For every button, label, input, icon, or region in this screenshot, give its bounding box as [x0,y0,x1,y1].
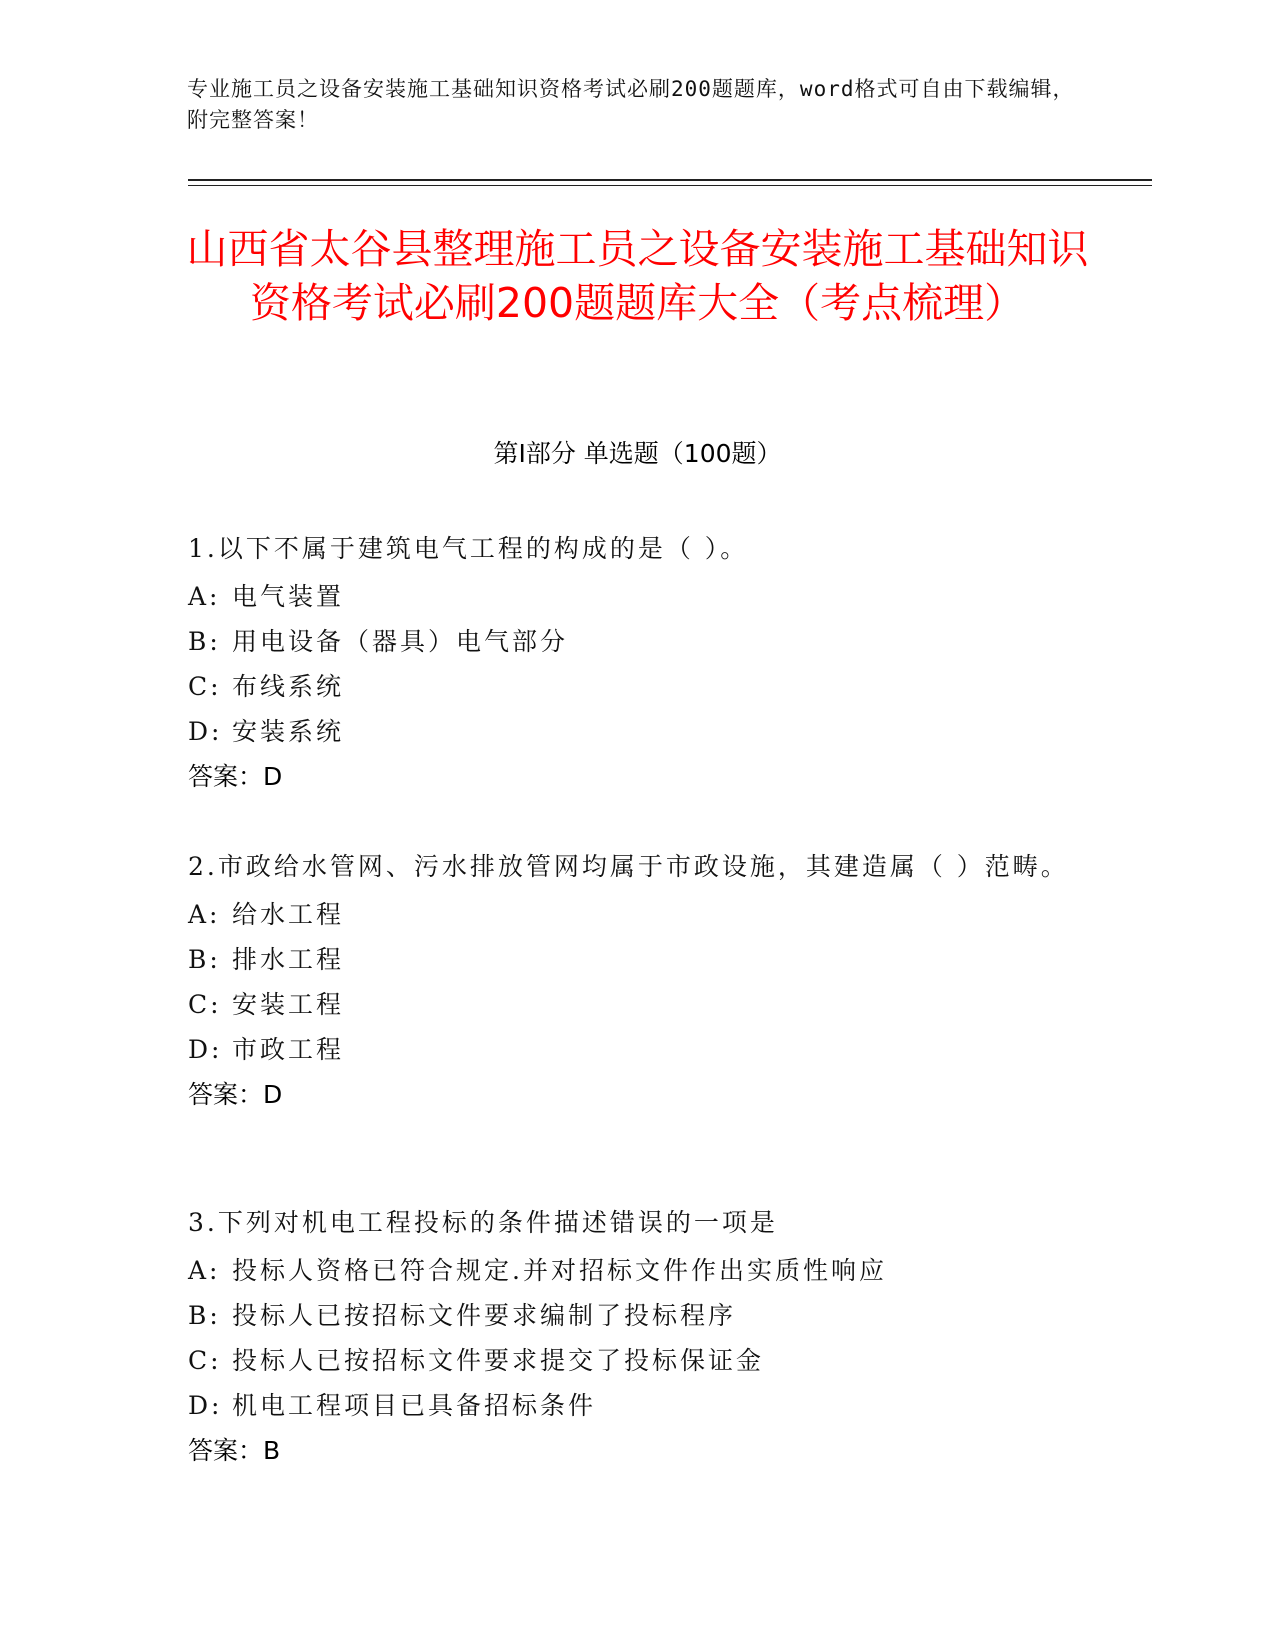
option-d [188,1383,1088,1428]
answer: 答案：D [188,762,283,791]
option-letter: D: [188,1391,223,1420]
question-stem: 3.下列对机电工程投标的条件描述错误的一项是 [188,1208,778,1237]
question-stem: 1.以下不属于建筑电气工程的构成的是（ ）。 [188,534,749,563]
option-letter: B: [188,627,221,656]
option-text: 市政工程 [232,1035,345,1064]
answer: 答案：B [188,1436,281,1465]
option-text: 安装工程 [232,990,345,1019]
option-text: 安装系统 [232,717,345,746]
option-a [188,574,1088,619]
option-letter: B: [188,945,221,974]
option-text: 排水工程 [232,945,345,974]
option-text: 电气装置 [232,582,345,611]
option-d [188,709,1088,754]
option-text: 机电工程项目已具备招标条件 [232,1391,597,1420]
answer: 答案：D [188,1080,283,1109]
option-text: 用电设备（器具）电气部分 [232,627,569,656]
question-3 [188,1197,1088,1474]
option-c [188,982,1088,1027]
option-letter: C: [188,672,222,701]
option-letter: D: [188,1035,223,1064]
option-letter: A: [188,582,221,611]
section-title: 第I部分 单选题（100题） [493,439,782,468]
option-d [188,1027,1088,1072]
option-text: 投标人资格已符合规定.并对招标文件作出实质性响应 [232,1256,887,1285]
option-text: 布线系统 [232,672,345,701]
option-c [188,1338,1088,1383]
option-letter: D: [188,717,223,746]
question-stem: 2.市政给水管网、污水排放管网均属于市政设施，其建造属（ ）范畴。 [188,852,1069,881]
option-letter: A: [188,900,221,929]
document-title: 山西省太谷县整理施工员之设备安装施工基础知识资格考试必刷200题题库大全（考点梳理） [186,225,1089,327]
header-divider-thin [188,185,1152,186]
option-text: 投标人已按招标文件要求编制了投标程序 [232,1301,737,1330]
question-2 [188,841,1088,1118]
option-b [188,937,1088,982]
option-a [188,892,1088,937]
option-text: 给水工程 [232,900,345,929]
option-letter: A: [188,1256,221,1285]
option-text: 投标人已按招标文件要求提交了投标保证金 [232,1346,765,1375]
question-1 [188,523,1088,800]
option-letter: C: [188,1346,222,1375]
option-b [188,619,1088,664]
option-letter: C: [188,990,222,1019]
option-a [188,1248,1088,1293]
option-letter: B: [188,1301,221,1330]
header-note: 专业施工员之设备安装施工基础知识资格考试必刷200题题库，word格式可自由下载编辑，附完整答案！ [187,77,1075,132]
header-divider-thick [188,179,1152,181]
option-c [188,664,1088,709]
option-b [188,1293,1088,1338]
